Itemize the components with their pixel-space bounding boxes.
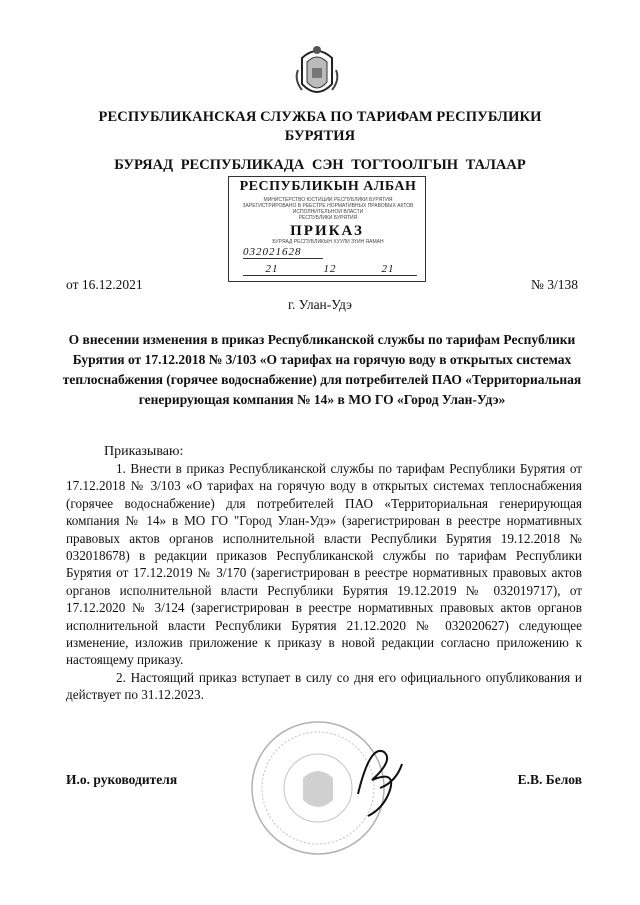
order-word: Приказываю: [104, 444, 184, 459]
org-name-ru [70, 108, 570, 146]
paragraph-1: 1. Внести в приказ Республиканской службы по тарифам Республики Бурятия от 17.12.2018 № 3/103 «О тарифах на горячую воду в открытых системах теплоснабжения (горячее водоснабжение) для потребителей ПАО «Территориальная генерирующая компания № 14» в МО ГО "Город Улан-Удэ» (зарегистрирован в реестре нормативных правовых актов органов исполнительной власти Республики Бурятия 19.12.2018 № 032018678) в редакции приказов Республиканской службы по тарифам Республики Бурятия от 17.12.2019 № 3/170 (зарегистрирован в реестре нормативных правовых актов органов исполнительной власти Республики Бурятия 19.12.2019 № 032019717), от 17.12.2020 № 3/124 (зарегистрирован в реестре нормативных правовых актов органов исполнительной власти Республики Бурятия 21.12.2020 № 032020627) следующее изменение, изложив приложение к приказу в новой редакции согласно приложению к настоящему приказу. [66, 461, 582, 668]
signature-icon [350, 734, 410, 824]
doc-city: г. Улан-Удэ [288, 297, 352, 312]
doc-title: О внесении изменения в приказ Республиканской службы по тарифам Республики Бурятия от 17.12.2018 № 3/103 «О тарифах на горячую воду в открытых системах теплоснабжения (горячее водоснабжение) для потребителей ПАО «Территориальная генерирующая компания № 14» в МО ГО «Город Улан-Удэ» [62, 332, 582, 407]
signature-role: И.о. руководителя [66, 772, 178, 787]
stamp-reg-year: 21 [381, 263, 395, 275]
doc-number: № 3/138 [530, 277, 578, 292]
paragraph-2: 2. Настоящий приказ вступает в силу со дня его официального опубликования и действует по 31.12.2023. [66, 669, 582, 703]
stamp-tiny-line: ИСПОЛНИТЕЛЬНОЙ ВЛАСТИ [292, 209, 364, 215]
stamp-reg-number: 032021628 [243, 246, 323, 259]
org-name-bur-line1: БУРЯАД РЕСПУБЛИКАДА СЭН ТОГТООЛГЫН ТАЛААР [114, 157, 526, 173]
org-name-bur-line2: РЕСПУБЛИКЫН АЛБАН [239, 179, 417, 194]
org-name-bur [100, 156, 540, 175]
stamp-doc-type: ПРИКАЗ [290, 223, 364, 239]
stamp-reg-month: 12 [323, 263, 337, 275]
stamp-tiny-line: МИНИСТЕРСТВО ЮСТИЦИИ РЕСПУБЛИКИ БУРЯТИЯ [263, 197, 393, 203]
org-name-ru-line2: БУРЯТИЯ [284, 128, 356, 144]
signature-name: Е.В. Белов [517, 772, 582, 787]
doc-date: от 16.12.2021 [66, 277, 143, 292]
stamp-reg-date [243, 263, 417, 276]
stamp-tiny-line: БУРЯАД РЕСПУБЛИКЫН ХУУЛИ ЗҮЙН ЯАМАН [272, 239, 384, 245]
coat-of-arms-icon [292, 40, 342, 102]
doc-body [66, 460, 582, 704]
registration-stamp [228, 176, 426, 282]
org-name-ru-line1: РЕСПУБЛИКАНСКАЯ СЛУЖБА ПО ТАРИФАМ РЕСПУБЛИКИ [98, 109, 542, 125]
stamp-tiny-line: РЕСПУБЛИКИ БУРЯТИЯ [298, 215, 358, 221]
stamp-reg-day: 21 [265, 263, 279, 275]
stamp-tiny-line: ЗАРЕГИСТРИРОВАНО В РЕЕСТРЕ НОРМАТИВНЫХ ПРАВОВЫХ АКТОВ [242, 203, 414, 209]
